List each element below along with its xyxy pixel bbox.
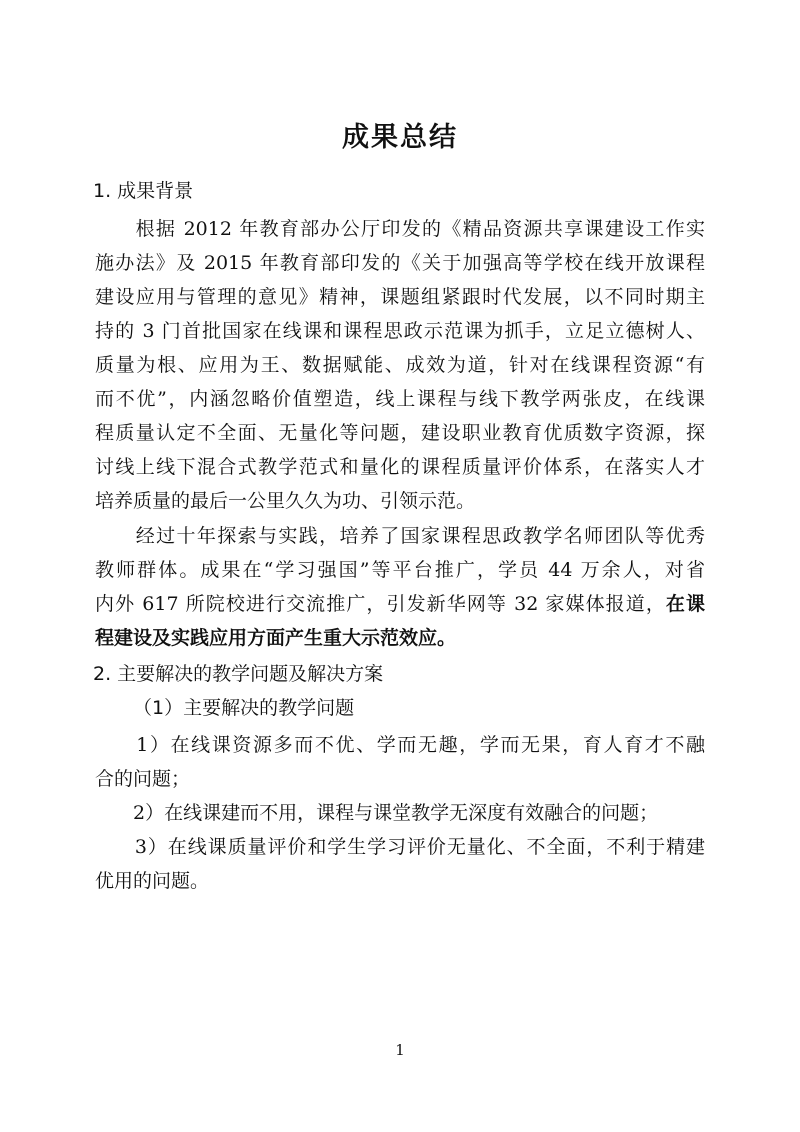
paragraph-line: 持的 3 门首批国家在线课和课程思政示范课为抓手，立足立德树人、 bbox=[95, 320, 705, 342]
page-title: 成果总结 bbox=[342, 122, 458, 153]
paragraph-text: 内外 617 所院校进行交流推广，引发新华网等 32 家媒体报道， bbox=[95, 593, 666, 615]
paragraph-line: 程质量认定不全面、无量化等问题，建设职业教育优质数字资源，探 bbox=[95, 422, 705, 444]
paragraph-line: 培养质量的最后一公里久久为功、引领示范。 bbox=[95, 490, 476, 512]
emphasis-line: 程建设及实践应用方面产生重大示范效应。 bbox=[95, 627, 457, 649]
paragraph-line: 教师群体。成果在“学习强国”等平台推广，学员 44 万余人，对省 bbox=[95, 559, 705, 581]
section-heading-background: 1. 成果背景 bbox=[93, 180, 194, 202]
paragraph-line: 建设应用与管理的意见》精神，课题组紧跟时代发展，以不同时期主 bbox=[95, 286, 705, 308]
list-item-continuation: 合的问题； bbox=[95, 768, 191, 790]
paragraph-line-mixed bbox=[95, 588, 705, 620]
section-heading-problems: 2. 主要解决的教学问题及解决方案 bbox=[93, 663, 384, 685]
paragraph-line: 质量为根、应用为王、数据赋能、成效为道，针对在线课程资源“有 bbox=[95, 354, 705, 376]
subsection-heading: （1）主要解决的教学问题 bbox=[133, 697, 355, 719]
paragraph-line: 而不优”，内涵忽略价值塑造，线上课程与线下教学两张皮，在线课 bbox=[95, 388, 705, 410]
page-number: 1 bbox=[395, 1041, 405, 1059]
paragraph-line: 施办法》及 2015 年教育部印发的《关于加强高等学校在线开放课程 bbox=[95, 252, 705, 274]
emphasis-text: 在课 bbox=[665, 593, 705, 615]
list-item: 2）在线课建而不用，课程与课堂教学无深度有效融合的问题； bbox=[95, 802, 659, 824]
paragraph-line: 经过十年探索与实践，培养了国家课程思政教学名师团队等优秀 bbox=[95, 525, 705, 547]
list-item: 3）在线课质量评价和学生学习评价无量化、不全面，不利于精建 bbox=[95, 836, 705, 858]
paragraph-line: 讨线上线下混合式教学范式和量化的课程质量评价体系，在落实人才 bbox=[95, 456, 705, 478]
paragraph-line: 根据 2012 年教育部办公厅印发的《精品资源共享课建设工作实 bbox=[95, 218, 705, 240]
list-item-continuation: 优用的问题。 bbox=[95, 870, 210, 892]
list-item: 1）在线课资源多而不优、学而无趣，学而无果，育人育才不融 bbox=[95, 734, 705, 756]
